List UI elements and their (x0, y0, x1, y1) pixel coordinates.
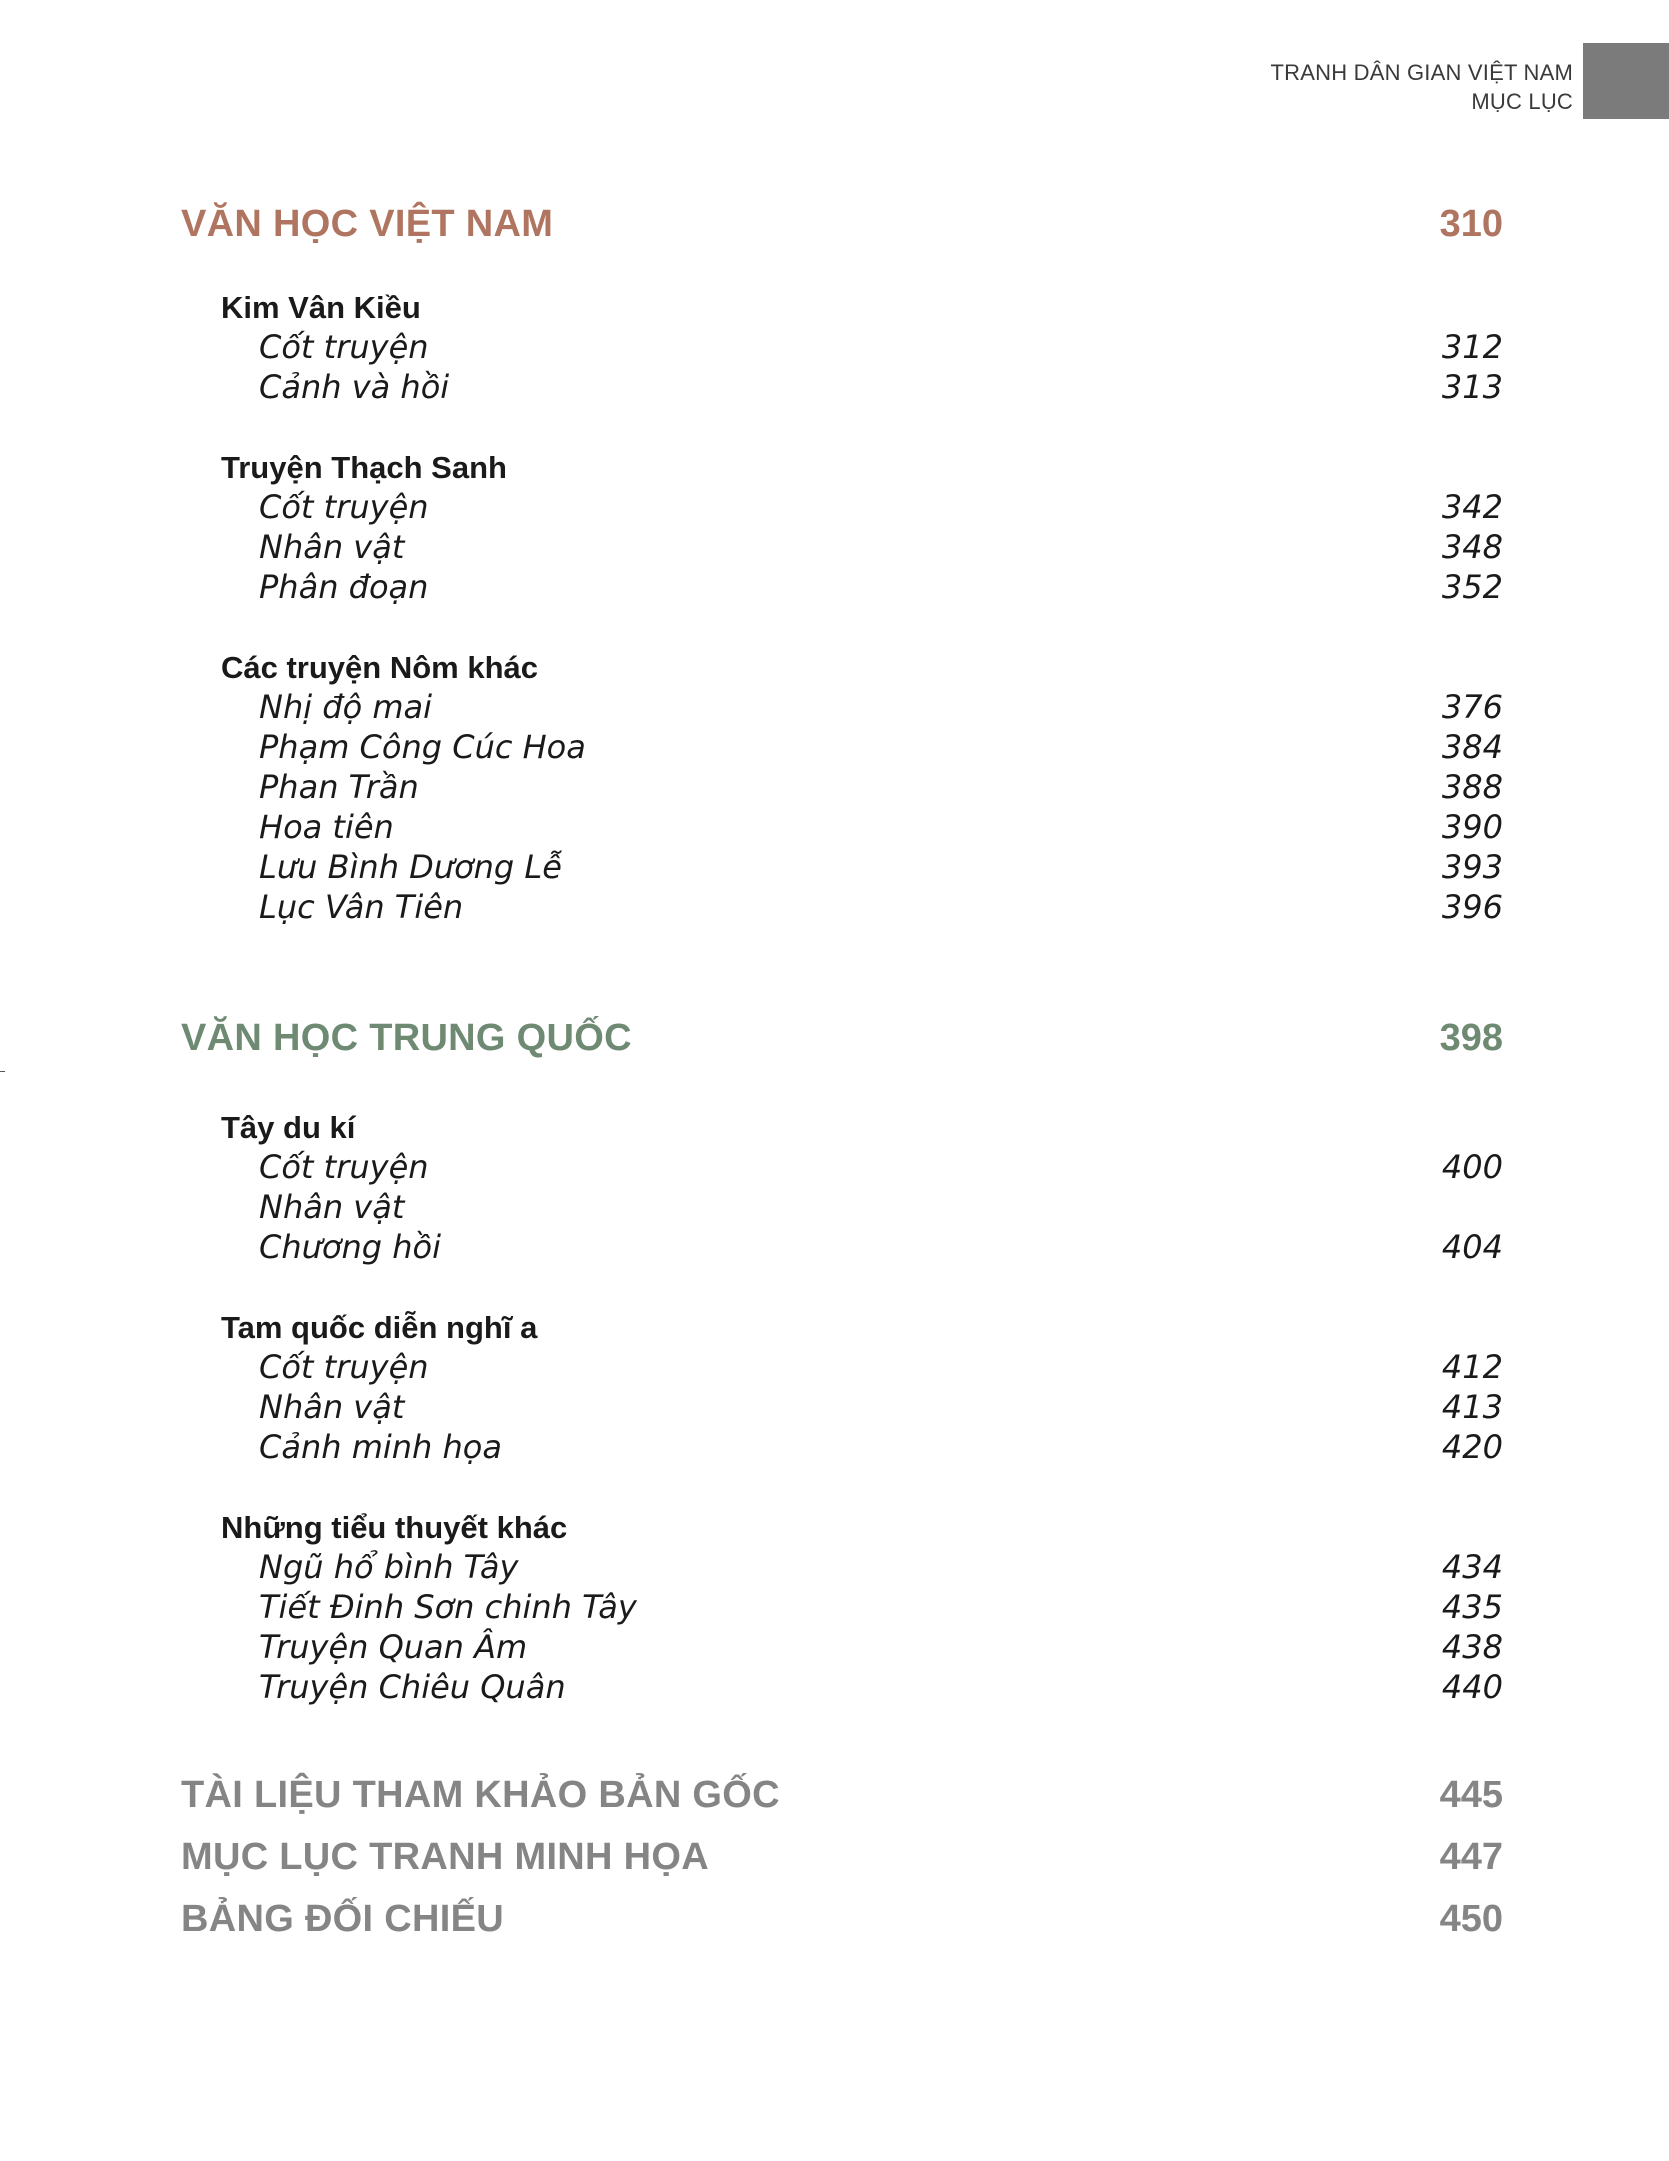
entry-page: 412 (1441, 1348, 1503, 1386)
toc-entry[interactable] (181, 1627, 1503, 1667)
entry-label: Cảnh và hồi (259, 368, 450, 406)
entry-label: Lưu Bình Dương Lễ (259, 848, 562, 886)
toc-entry[interactable] (181, 767, 1503, 807)
group-title: Kim Vân Kiều (221, 290, 421, 325)
entry-page: 393 (1441, 848, 1503, 886)
section-page: 398 (1439, 1017, 1503, 1059)
group-title: Tây du kí (221, 1110, 356, 1145)
toc-entry[interactable] (181, 1387, 1503, 1427)
entry-page: 388 (1441, 768, 1503, 806)
section-title: TÀI LIỆU THAM KHẢO BẢN GỐC (181, 1774, 780, 1816)
entry-label: Cảnh minh họa (259, 1428, 502, 1466)
group-title: Những tiểu thuyết khác (221, 1510, 568, 1545)
toc-entry[interactable] (181, 887, 1503, 927)
entry-label: Nhân vật (259, 528, 405, 566)
section-page: 450 (1439, 1898, 1503, 1940)
header-section-title: MỤC LỤC (1471, 89, 1573, 114)
entry-label: Tiết Đinh Sơn chinh Tây (259, 1588, 637, 1626)
entry-page: 404 (1441, 1228, 1503, 1266)
section-page: 310 (1439, 203, 1503, 245)
entry-label: Phạm Công Cúc Hoa (259, 728, 586, 766)
entry-page: 342 (1441, 488, 1503, 526)
entry-label: Phan Trần (259, 768, 419, 806)
header-tab-marker (1583, 43, 1669, 119)
toc-entry[interactable] (181, 487, 1503, 527)
toc-section-tai-lieu-tham-khao[interactable] (181, 1771, 1503, 1819)
toc-entry[interactable] (181, 687, 1503, 727)
group-title: Truyện Thạch Sanh (221, 450, 507, 485)
entry-label: Nhị độ mai (259, 688, 433, 726)
header-book-title: TRANH DÂN GIAN VIỆT NAM (1270, 60, 1573, 85)
toc-section-muc-luc-tranh[interactable] (181, 1833, 1503, 1881)
entry-label: Cốt truyện (259, 1348, 429, 1386)
entry-label: Chương hồi (259, 1228, 441, 1266)
entry-label: Nhân vật (259, 1188, 405, 1226)
entry-page: 400 (1441, 1148, 1503, 1186)
toc-entry[interactable] (181, 847, 1503, 887)
entry-page: 384 (1441, 728, 1503, 766)
toc-entry[interactable] (181, 367, 1503, 407)
entry-label: Nhân vật (259, 1388, 405, 1426)
section-title: VĂN HỌC TRUNG QUỐC (181, 1017, 632, 1059)
toc-entry[interactable] (181, 1227, 1503, 1267)
entry-page: 376 (1441, 688, 1503, 726)
group-title: Tam quốc diễn nghĩ a (221, 1310, 538, 1345)
toc-entry[interactable] (181, 1667, 1503, 1707)
entry-page: 348 (1441, 528, 1503, 566)
entry-label: Phân đoạn (259, 568, 429, 606)
toc-entry[interactable] (181, 1347, 1503, 1387)
entry-page: 352 (1441, 568, 1503, 606)
toc-section-van-hoc-trung-quoc[interactable] (181, 1014, 1503, 1062)
section-page: 447 (1439, 1836, 1503, 1878)
entry-page: 396 (1441, 888, 1503, 926)
entry-label: Cốt truyện (259, 1148, 429, 1186)
section-title: VĂN HỌC VIỆT NAM (181, 203, 554, 245)
toc-entry[interactable] (181, 1187, 1503, 1227)
toc-section-bang-doi-chieu[interactable] (181, 1895, 1503, 1943)
entry-label: Lục Vân Tiên (259, 888, 464, 926)
entry-page: 312 (1441, 328, 1503, 366)
entry-label: Cốt truyện (259, 488, 429, 526)
toc-entry[interactable] (181, 327, 1503, 367)
section-page: 445 (1439, 1774, 1503, 1816)
running-header (1271, 58, 1573, 116)
toc-entry[interactable] (181, 1547, 1503, 1587)
entry-page: 413 (1441, 1388, 1503, 1426)
entry-page: 313 (1441, 368, 1503, 406)
entry-page: 420 (1441, 1428, 1503, 1466)
toc-entry[interactable] (181, 1587, 1503, 1627)
section-title: MỤC LỤC TRANH MINH HỌA (181, 1836, 709, 1878)
entry-page: 435 (1441, 1588, 1503, 1626)
entry-page: 390 (1441, 808, 1503, 846)
entry-page: 434 (1441, 1548, 1503, 1586)
toc-entry[interactable] (181, 807, 1503, 847)
section-title: BẢNG ĐỐI CHIẾU (181, 1898, 504, 1940)
toc-entry[interactable] (181, 567, 1503, 607)
toc-entry[interactable] (181, 1147, 1503, 1187)
entry-label: Cốt truyện (259, 328, 429, 366)
group-title: Các truyện Nôm khác (221, 650, 538, 685)
entry-label: Truyện Chiêu Quân (259, 1668, 566, 1706)
entry-page: 438 (1441, 1628, 1503, 1666)
toc-entry[interactable] (181, 527, 1503, 567)
edge-mark (0, 1071, 5, 1072)
entry-label: Ngũ hổ bình Tây (259, 1548, 519, 1586)
toc-entry[interactable] (181, 727, 1503, 767)
entry-page: 440 (1441, 1668, 1503, 1706)
entry-label: Hoa tiên (259, 808, 394, 846)
entry-label: Truyện Quan Âm (259, 1628, 528, 1666)
toc-entry[interactable] (181, 1427, 1503, 1467)
toc-section-van-hoc-viet-nam[interactable] (181, 200, 1503, 248)
